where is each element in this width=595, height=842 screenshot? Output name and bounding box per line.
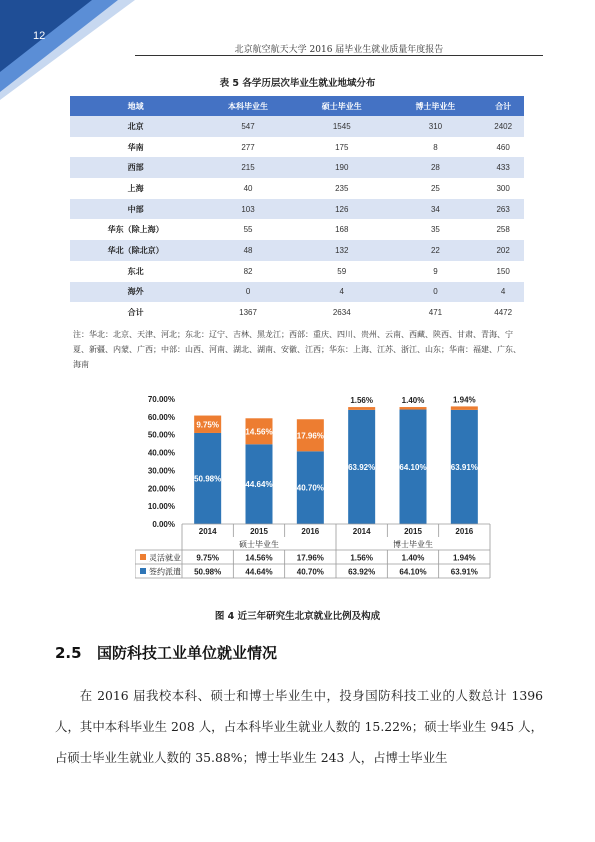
table-cell: 300	[482, 178, 524, 199]
table-cell: 28	[389, 157, 483, 178]
x-category-label: 2014	[352, 527, 371, 536]
page-number: 12	[33, 30, 46, 42]
table-row	[70, 137, 524, 158]
table-cell: 190	[295, 157, 389, 178]
table-cell: 4	[482, 282, 524, 303]
stacked-bar-chart	[135, 393, 495, 593]
table-cell: 22	[389, 240, 483, 261]
table-cell: 34	[389, 199, 483, 220]
body-paragraph: 在 2016 届我校本科、硕士和博士毕业生中，投身国防科技工业的人数总计 1396 人，其中本科毕业生 208 人，占本科毕业生就业人数的 15.22%；硕士毕业生 945 人，占硕士毕业生就业人数的 35.88%；博士毕业生 243 人，占博士毕业生	[55, 688, 543, 765]
x-category-label: 2015	[404, 527, 422, 536]
table-cell: 150	[482, 261, 524, 282]
table-cell: 8	[389, 137, 483, 158]
table-note: 注：华北：北京、天津、河北；东北：辽宁、吉林、黑龙江；西部：重庆、四川、贵州、云南、西藏、陕西、甘肃、青海、宁夏、新疆、内蒙、广西；中部：山西、河南、湖北、湖南、安徽、江西；华东：上海、江苏、浙江、山东；华南：福建、广东、海南	[73, 330, 521, 369]
section-number: 2.5	[55, 644, 82, 662]
table-value: 14.56%	[245, 553, 273, 563]
table-row	[70, 261, 524, 282]
table-cell: 547	[201, 116, 295, 137]
table-cell: 263	[482, 199, 524, 220]
table-cell: 126	[295, 199, 389, 220]
bar-segment-flexible	[400, 407, 427, 410]
table-value: 50.98%	[194, 567, 222, 577]
section-heading	[55, 642, 277, 663]
bar-data-label: 63.91%	[450, 462, 478, 472]
table-row	[70, 178, 524, 199]
y-tick-label: 60.00%	[147, 412, 175, 422]
table-cell: 4472	[482, 302, 524, 323]
bar-segment-flexible	[348, 407, 375, 410]
table-cell: 103	[201, 199, 295, 220]
table-row	[70, 282, 524, 303]
chart-caption: 图 4 近三年研究生北京就业比例及构成	[214, 611, 381, 622]
table-cell: 202	[482, 240, 524, 261]
table-value: 1.56%	[350, 553, 374, 563]
legend-label: 灵活就业	[149, 553, 181, 563]
table-cell: 132	[295, 240, 389, 261]
table-cell-region: 合计	[70, 302, 201, 323]
table-value: 64.10%	[399, 567, 427, 577]
table-row	[70, 116, 524, 137]
bar-data-label: 64.10%	[399, 462, 427, 472]
table-cell-region: 上海	[70, 178, 201, 199]
table-row	[70, 240, 524, 261]
table-cell-region: 华南	[70, 137, 201, 158]
table-cell-region: 海外	[70, 282, 201, 303]
table-cell: 168	[295, 219, 389, 240]
table-cell: 0	[389, 282, 483, 303]
running-header: 北京航空航天大学 2016 届毕业生就业质量年度报告	[234, 45, 444, 55]
bar-data-label: 1.40%	[401, 396, 425, 406]
y-tick-label: 10.00%	[147, 502, 175, 512]
y-tick-label: 40.00%	[147, 448, 175, 458]
table-cell: 471	[389, 302, 483, 323]
table-cell-region: 华北（除北京）	[70, 240, 201, 261]
table-value: 17.96%	[296, 553, 324, 563]
region-table	[70, 96, 524, 323]
table-header-cell: 本科毕业生	[201, 96, 295, 116]
table-cell: 55	[201, 219, 295, 240]
y-tick-label: 0.00%	[152, 520, 175, 529]
table-cell: 235	[295, 178, 389, 199]
table-cell: 277	[201, 137, 295, 158]
table-cell: 175	[295, 137, 389, 158]
table-cell: 258	[482, 219, 524, 240]
bar-data-label: 1.94%	[452, 395, 476, 405]
table-cell: 1367	[201, 302, 295, 323]
y-tick-label: 70.00%	[147, 395, 175, 404]
table-cell: 82	[201, 261, 295, 282]
table-header-cell: 地域	[70, 96, 201, 116]
table-cell: 59	[295, 261, 389, 282]
x-category-label: 2014	[198, 527, 217, 536]
bar-data-label: 1.56%	[350, 396, 374, 406]
table-row	[70, 219, 524, 240]
header-rule	[135, 55, 543, 56]
table-value: 1.40%	[401, 553, 425, 563]
y-tick-label: 30.00%	[147, 466, 175, 476]
table-header-cell: 硕士毕业生	[295, 96, 389, 116]
table-header-cell: 博士毕业生	[389, 96, 483, 116]
table-cell: 1545	[295, 116, 389, 137]
table-cell: 310	[389, 116, 483, 137]
table-caption: 表 5 各学历层次毕业生就业地域分布	[219, 78, 376, 89]
y-tick-label: 50.00%	[147, 430, 175, 440]
x-group-label: 博士毕业生	[393, 540, 433, 549]
table-value: 40.70%	[296, 567, 324, 577]
table-cell: 9	[389, 261, 483, 282]
bar-data-label: 63.92%	[348, 462, 376, 472]
table-value: 9.75%	[196, 553, 220, 563]
legend-swatch	[140, 554, 146, 560]
table-row	[70, 157, 524, 178]
table-cell: 433	[482, 157, 524, 178]
x-category-label: 2016	[301, 527, 320, 536]
section-title: 国防科技工业单位就业情况	[97, 644, 278, 662]
table-cell: 25	[389, 178, 483, 199]
y-tick-label: 20.00%	[147, 484, 175, 494]
table-cell-region: 北京	[70, 116, 201, 137]
table-cell: 460	[482, 137, 524, 158]
table-cell: 48	[201, 240, 295, 261]
table-cell-region: 东北	[70, 261, 201, 282]
table-value: 63.92%	[348, 567, 376, 577]
table-value: 63.91%	[450, 567, 478, 577]
bar-data-label: 14.56%	[245, 427, 273, 437]
bar-data-label: 44.64%	[245, 480, 273, 490]
table-row	[70, 199, 524, 220]
table-cell-region: 华东（除上海）	[70, 219, 201, 240]
bar-data-label: 17.96%	[296, 431, 324, 441]
table-cell: 35	[389, 219, 483, 240]
table-cell: 0	[201, 282, 295, 303]
table-cell: 40	[201, 178, 295, 199]
x-group-label: 硕士毕业生	[239, 540, 279, 549]
legend-label: 签约派遣	[149, 567, 181, 577]
bar-segment-flexible	[451, 406, 478, 409]
table-value: 44.64%	[245, 567, 273, 577]
bar-data-label: 9.75%	[196, 420, 220, 430]
table-cell: 2402	[482, 116, 524, 137]
bar-data-label: 50.98%	[194, 474, 222, 484]
table-cell-region: 西部	[70, 157, 201, 178]
table-total-row	[70, 302, 524, 323]
table-value: 1.94%	[452, 553, 476, 563]
legend-swatch	[140, 568, 146, 574]
table-cell-region: 中部	[70, 199, 201, 220]
table-header-cell: 合计	[482, 96, 524, 116]
x-category-label: 2016	[455, 527, 474, 536]
x-category-label: 2015	[250, 527, 268, 536]
table-header-row	[70, 96, 524, 116]
table-cell: 215	[201, 157, 295, 178]
bar-data-label: 40.70%	[296, 483, 324, 493]
table-cell: 2634	[295, 302, 389, 323]
table-cell: 4	[295, 282, 389, 303]
